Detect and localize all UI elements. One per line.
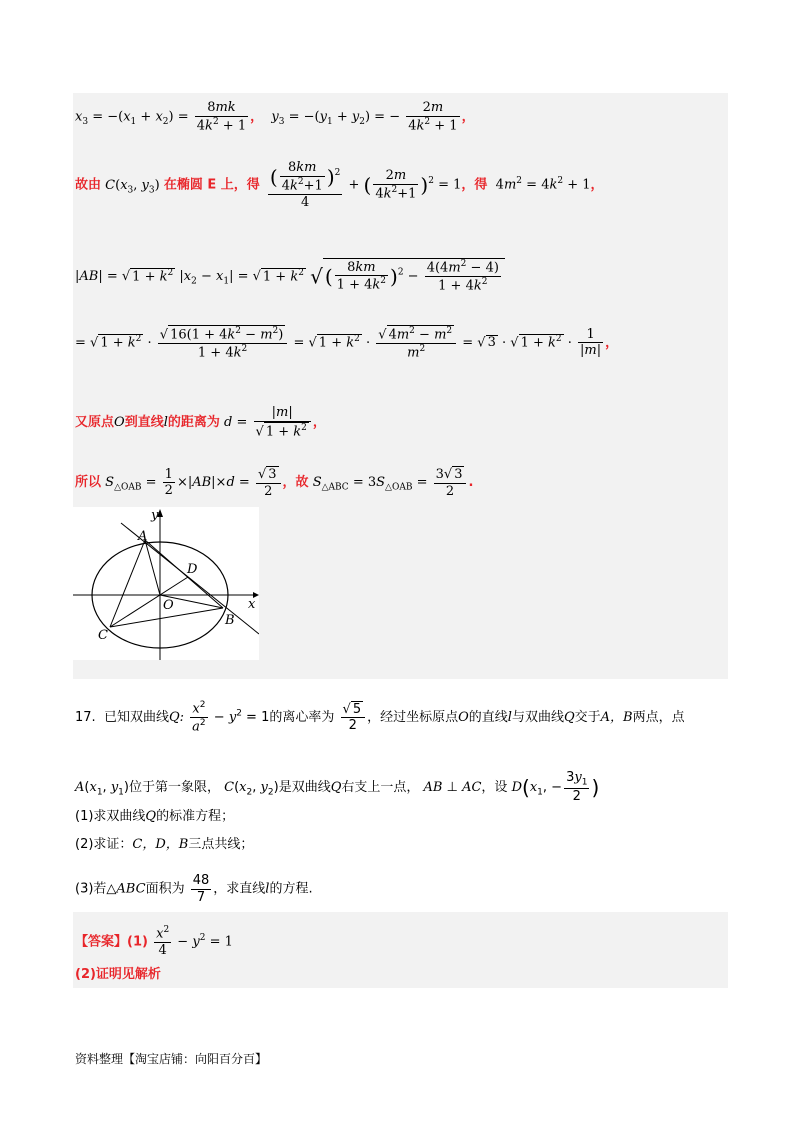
- segment-cd: [110, 577, 188, 627]
- question-17-part-1: (1)求双曲线Q的标准方程；: [75, 809, 235, 824]
- label-c: C: [98, 628, 108, 643]
- solution-line-3: |AB| = √ $1 + k^2$ $|x_2 - x_1|$ = √ $1 + k^2$ √ ( $\frac{8km}{1 + 4k^2}$ )$^2$ − $\frac{4(4m^2 - 4)}{1 + 4k^2}$: [75, 258, 505, 294]
- ellipse-figure: [73, 507, 259, 660]
- label-a: A: [138, 529, 148, 544]
- label-d: D: [187, 562, 198, 577]
- label-b: B: [225, 613, 235, 628]
- solution-line-1: $x_3 = -(x_1 + x_2)$ = $\frac{8mk}{4k^2 + 1}$ ， $y_3 = -(y_1 + y_2)$ = − $\frac{2m}{4k^2 + 1}$ ，: [75, 100, 475, 133]
- question-17-part-3: (3)若△ABC面积为 $\frac{48}{7}$ ，求直线l的方程.: [75, 873, 313, 905]
- question-17-line-2: $A(x_1$, $y_1$)位于第一象限， $C(x_2$, $y_2$)是双曲线Q右支上一点， AB ⊥ AC，设 $D(x_1$, − $\frac{3y_1}{2}$ ): [75, 770, 600, 805]
- solution-line-5: 又原点O到直线l的距离为 d = $\frac{|m|}{√ 1 + k^2}$ ，: [75, 405, 326, 439]
- point-c: $C(x_3$, $y_3$): [105, 177, 160, 196]
- ellipse-diagram: [73, 507, 259, 660]
- solution-line-4: = √ $1 + k^2$ · $\frac{√ 16(1 + 4k^2 - m^2)}{1 + 4k^2}$ = √ $1 + k^2$ · $\frac{√ 4m^2 - m^2}{m^2}$ = √ 3 · √ $1 + k^2$ · $\frac{1}{|m|}$ ，: [75, 326, 619, 361]
- footer-text: 资料整理【淘宝店铺：向阳百分百】: [75, 1052, 268, 1066]
- answer-line-1: 【答案】(1) $\frac{x^2}{4}$ − $y^2 = 1$: [75, 925, 233, 958]
- segment-ab: [145, 540, 223, 608]
- question-17-line-1: 17. 已知双曲线Q: $\frac{x^2}{a^2}$ − $y^2 = 1$的离心率为 $\frac{√ 5}{2}$ ，经过坐标原点O的直线l与双曲线Q交于A，B两点，点: [75, 700, 685, 735]
- label-o: O: [163, 598, 174, 613]
- segment-ac: [110, 540, 145, 627]
- solution-line-6: 所以 $S_{\triangle OAB}$ = $\frac{1}{2}$ ×|AB|×d = $\frac{√ 3}{2}$ ，故 $S_{\triangle ABC} = 3S_{\triangle OAB}$ = $\frac{3√ 3}{2}$ .: [75, 466, 474, 499]
- answer-line-2: (2)证明见解析: [75, 967, 161, 982]
- question-17-part-2: (2)求证：C，D，B三点共线；: [75, 837, 254, 852]
- label-x: x: [248, 597, 256, 612]
- label-y: y: [151, 508, 159, 523]
- solution-line-2: 故由 $C(x_3$, $y_3$) 在椭圆 E 上，得 ( $\frac{8km}{4k^2+1}$ )$^2$ 4 + ( $\frac{2m}{4k^2+1}$ )$^2$ = 1，得 $4m^2 = 4k^2 + 1$，: [75, 160, 604, 210]
